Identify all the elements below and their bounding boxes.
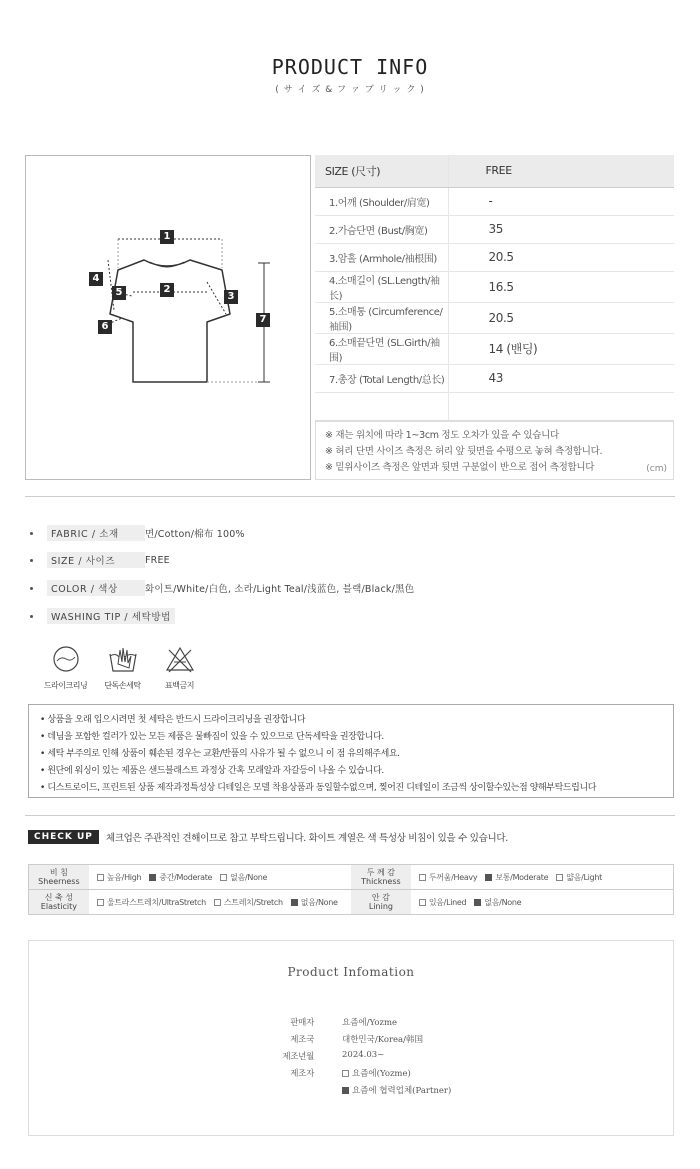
marker-2: 2	[160, 283, 174, 297]
care-notes	[28, 704, 674, 798]
no-bleach-item	[152, 644, 207, 691]
divider	[25, 496, 675, 497]
marker-6: 6	[98, 320, 112, 334]
dry-clean-icon	[51, 644, 81, 674]
row-label: 2.가슴단면 (Bust/胸宽)	[315, 215, 448, 243]
page-title: PRODUCT INFO	[271, 55, 429, 79]
page-subtitle: ( サ イ ズ & フ ァ ブ リ ッ ク )	[275, 85, 425, 95]
washing-icons	[38, 644, 209, 691]
size-note: ※ 재는 위치에 따라 1~3cm 정도 오차가 있을 수 있습니다	[325, 430, 559, 441]
thickness-options	[411, 865, 673, 889]
table-row	[315, 302, 674, 333]
option-label: 울트라스트레치/UltraStretch	[106, 897, 206, 907]
checkbox	[214, 899, 221, 906]
checkbox	[342, 1070, 349, 1077]
option	[474, 897, 521, 908]
row-label: 3.암홀 (Armhole/袖根围)	[315, 243, 448, 271]
checkbox	[419, 874, 426, 881]
table-row	[29, 865, 673, 890]
option-label: 요즘에 협력업체(Partner)	[352, 1086, 452, 1096]
sheerness-head	[29, 865, 89, 889]
spec-washing	[30, 609, 175, 623]
checkbox	[556, 874, 563, 881]
marker-5: 5	[112, 286, 126, 300]
head-ko: 안 감	[371, 893, 390, 902]
table-row	[315, 271, 674, 302]
product-info-title: Product Infomation	[287, 965, 415, 979]
option-label: 없음/None	[484, 897, 522, 907]
marker-3: 3	[224, 290, 238, 304]
care-note: • 세탁 부주의로 인해 상품이 훼손된 경우는 교환/반품의 사유가 될 수 없으니 이 점 유의해주세요.	[40, 749, 400, 759]
row-value: -	[448, 187, 674, 215]
head-ko: 신 축 성	[44, 893, 74, 902]
spec-color	[30, 581, 415, 595]
divider	[25, 815, 675, 816]
lining-options	[411, 890, 673, 914]
size-table-header	[315, 155, 674, 187]
wash-label: 드라이크리닝	[43, 681, 88, 690]
option	[419, 897, 467, 908]
check-up-badge: CHECK UP	[28, 830, 99, 844]
option-label: 높음/High	[106, 872, 142, 882]
unit-label: (cm)	[646, 464, 667, 474]
row-value: 20.5	[448, 302, 674, 333]
spec-label: COLOR / 색상	[47, 580, 145, 596]
checkbox	[485, 874, 492, 881]
option	[97, 897, 206, 908]
row-value: 16.5	[448, 271, 674, 302]
checkbox	[419, 899, 426, 906]
option-label: 없음/None	[300, 897, 338, 907]
option	[97, 872, 141, 883]
checkbox	[149, 874, 156, 881]
table-row	[315, 364, 674, 392]
info-row-date	[274, 1050, 384, 1062]
table-row	[315, 187, 674, 215]
size-table	[315, 155, 674, 422]
spec-label: FABRIC / 소재	[47, 525, 145, 541]
size-note: ※ 허리 단면 사이즈 측정은 허리 앞 뒷면을 수평으로 놓혀 측정합니다.	[325, 446, 603, 457]
bullet	[30, 587, 33, 590]
spec-value: 화이트/White/白色, 소라/Light Teal/浅蓝色, 블랙/Black/黑色	[145, 584, 415, 595]
care-note: • 상품을 오래 입으시려면 첫 세탁은 반드시 드라이크리닝을 권장합니다	[40, 715, 306, 725]
wash-label: 표백금지	[165, 681, 194, 690]
marker-7: 7	[256, 313, 270, 327]
size-notes	[315, 420, 674, 480]
spec-size	[30, 553, 170, 567]
option	[342, 1084, 451, 1096]
wash-label: 단독손세탁	[104, 681, 141, 690]
row-label: 7.총장 (Total Length/总长)	[315, 364, 448, 392]
option	[419, 872, 478, 883]
checkbox	[342, 1087, 349, 1094]
option-label: 없음/None	[230, 872, 268, 882]
measurement-diagram	[25, 155, 311, 480]
checkbox	[97, 899, 104, 906]
info-key: 제조년월	[282, 1052, 314, 1062]
bullet	[30, 615, 33, 618]
option-label: 중간/Moderate	[159, 872, 213, 882]
option	[485, 872, 548, 883]
bullet	[30, 559, 33, 562]
info-value: 2024.03~	[342, 1050, 385, 1060]
head-en: Sheerness	[38, 877, 80, 886]
option-label: 있음/Lined	[428, 897, 467, 907]
row-label: 5.소매통 (Circumference/袖围)	[315, 302, 448, 333]
option	[149, 872, 212, 883]
option-label: 요즘에(Yozme)	[352, 1069, 411, 1079]
row-label: 4.소매길이 (SL.Length/袖长)	[315, 271, 448, 302]
size-header-value: FREE	[448, 155, 674, 187]
table-row	[315, 243, 674, 271]
row-label: 1.어깨 (Shoulder/肩宽)	[315, 187, 448, 215]
table-row-empty	[315, 392, 674, 421]
care-note: • 원단에 워싱이 있는 제품은 샌드블래스트 과정상 간혹 모래알과 자갈등이 나올 수 있습니다.	[40, 766, 384, 776]
thickness-head	[351, 865, 411, 889]
product-information	[28, 940, 674, 1136]
info-row-maker-partner	[342, 1084, 459, 1096]
head-en: Elasticity	[40, 902, 77, 911]
spec-fabric	[30, 526, 245, 540]
lining-head	[351, 890, 411, 914]
hand-wash-icon	[107, 644, 139, 674]
option	[214, 897, 283, 908]
care-note: • 디스트로이드, 프린트된 상품 제작과정특성상 디테일은 모델 착용상품과 동일할수없으며, 찢어진 디테일이 조금씩 상이할수있는점 양해부탁드립니다	[40, 783, 597, 793]
marker-1: 1	[160, 230, 174, 244]
row-value: 43	[448, 364, 674, 392]
size-header-label: SIZE (尺寸)	[315, 155, 448, 187]
option	[342, 1067, 411, 1079]
option-label: 보통/Moderate	[495, 872, 549, 882]
spec-value: 면/Cotton/棉布 100%	[145, 529, 245, 540]
option-label: 얇음/Light	[566, 872, 602, 882]
info-key: 판매자	[290, 1018, 314, 1028]
fabric-feel-table	[28, 864, 674, 915]
table-row	[29, 890, 673, 915]
checkbox	[220, 874, 227, 881]
sheerness-options	[89, 865, 351, 889]
option-label: 스트레치/Stretch	[223, 897, 283, 907]
option	[291, 897, 338, 908]
row-value: 35	[448, 215, 674, 243]
spec-value: FREE	[145, 554, 170, 566]
elasticity-head	[29, 890, 89, 914]
checkbox	[291, 899, 298, 906]
checkbox	[474, 899, 481, 906]
info-key: 제조자	[290, 1069, 314, 1079]
dry-clean-item	[38, 644, 93, 691]
info-row-maker	[274, 1067, 419, 1079]
bullet	[30, 532, 33, 535]
head-en: Lining	[368, 902, 393, 911]
table-row	[315, 333, 674, 364]
table-row	[315, 215, 674, 243]
spec-label: WASHING TIP / 세탁방법	[47, 608, 175, 624]
no-bleach-icon	[164, 644, 196, 674]
info-row-seller	[274, 1016, 397, 1028]
row-value: 20.5	[448, 243, 674, 271]
head-ko: 두 께 감	[366, 868, 396, 877]
spec-label: SIZE / 사이즈	[47, 552, 145, 568]
check-up-text: 체크업은 주관적인 견해이므로 참고 부탁드립니다. 화이트 계열은 색 특성상 비침이 있을 수 있습니다.	[105, 833, 508, 844]
head-ko: 비 침	[49, 868, 68, 877]
row-label: 6.소매끝단면 (SL.Girth/袖围)	[315, 333, 448, 364]
check-up	[28, 830, 508, 844]
info-value: 대한민국/Korea/韩国	[342, 1035, 423, 1045]
info-value: 요즘에/Yozme	[342, 1018, 398, 1028]
marker-4: 4	[89, 272, 103, 286]
info-key: 제조국	[290, 1035, 314, 1045]
checkbox	[97, 874, 104, 881]
care-note: • 데님을 포함한 컬러가 있는 모든 제품은 물빠짐이 있을 수 있으므로 단독세탁을 권장합니다.	[40, 732, 384, 742]
row-value: 14 (밴딩)	[448, 333, 674, 364]
size-note: ※ 밑위사이즈 측정은 앞면과 뒷면 구분없이 반으로 접어 측정합니다	[325, 462, 595, 473]
option	[220, 872, 267, 883]
option-label: 두꺼움/Heavy	[428, 872, 478, 882]
option	[556, 872, 602, 883]
info-row-country	[274, 1033, 423, 1045]
head-en: Thickness	[361, 877, 401, 886]
hand-wash-item	[95, 644, 150, 691]
elasticity-options	[89, 890, 351, 914]
